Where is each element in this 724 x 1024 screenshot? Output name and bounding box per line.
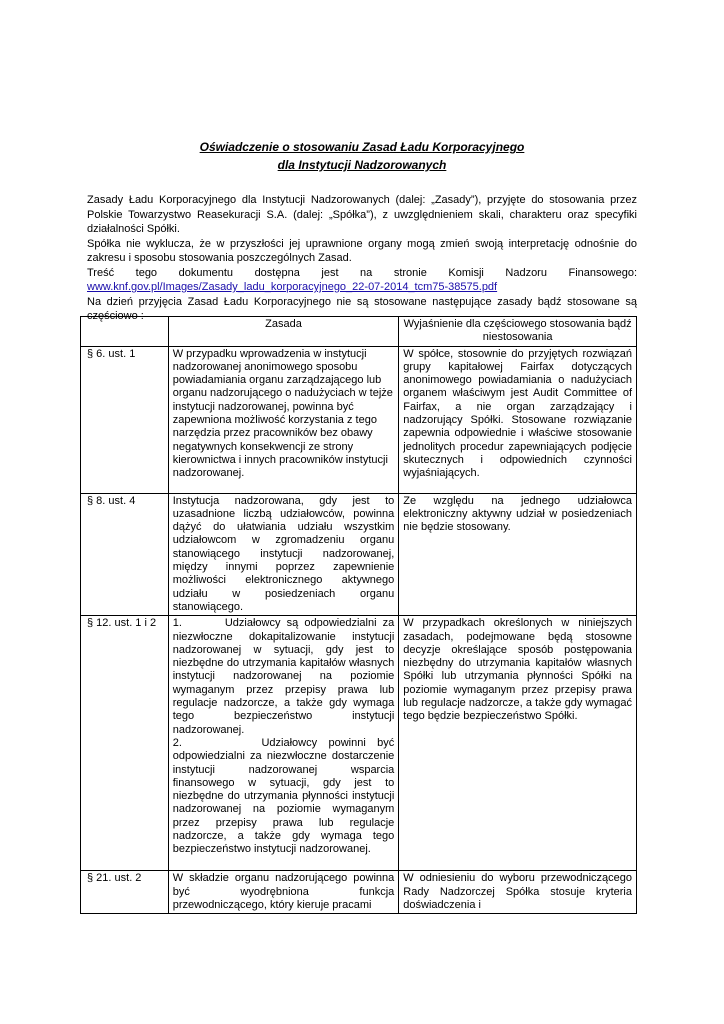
- intro-paragraph-3: Treść tego dokumentu dostępna jest na stronie Komisji Nadzoru Finansowego:: [87, 266, 637, 279]
- row-reference: § 8. ust. 4: [81, 493, 169, 616]
- row-reference: § 6. ust. 1: [81, 346, 169, 493]
- document-title-line-1: Oświadczenie o stosowaniu Zasad Ładu Korporacyjnego: [199, 140, 525, 154]
- header-cell-empty: [81, 317, 169, 347]
- header-cell-explanation: Wyjaśnienie dla częściowego stosowania bądź niestosowania: [399, 317, 637, 347]
- intro-section: [87, 193, 637, 324]
- document-title-line-2: dla Instytucji Nadzorowanych: [277, 158, 447, 172]
- row-explanation: W odniesieniu do wyboru przewodniczącego Rady Nadzorczej Spółka stosuje kryteria doświadczenia i: [399, 871, 637, 914]
- rule-point-2: 2. Udziałowcy powinni być odpowiedzialni za niezwłoczne dostarczenie instytucji nadzorowanej wsparcia finansowego w sytuacji, gdy jest to niezbędne do utrzymania płynności instytucji nadzorowanej na poziomie wymaganym przez przepisy prawa lub regulacje nadzorcze, a także gdy wymaga tego bezpieczeństwo instytucji nadzorowanej.: [172, 736, 395, 856]
- row-explanation: W przypadkach określonych w niniejszych zasadach, podejmowane będą stosowne decyzje określające sposób postępowania niezbędny do utrzymania kapitałów własnych Spółki lub utrzymania płynności Spółki na poziomie wymaganym przez przepisy prawa lub regulacje nadzorcze, a także gdy wymagać tego będzie bezpieczeństwo Spółki.: [399, 616, 637, 871]
- row-rule: W składzie organu nadzorującego powinna być wyodrębniona funkcja przewodniczącego, który kieruje pracami: [168, 871, 399, 914]
- row-reference: § 12. ust. 1 i 2: [81, 616, 169, 871]
- table-row: [81, 871, 637, 914]
- knf-document-link[interactable]: www.knf.gov.pl/Images/Zasady_ladu_korporacyjnego_22-07-2014_tcm75-38575.pdf: [87, 281, 498, 293]
- table-header-row: [81, 317, 637, 347]
- row-explanation: W spółce, stosownie do przyjętych rozwiązań grupy kapitałowej Fairfax dotyczących anonimowego powiadamiania o nadużyciach organem właściwym jest Audit Committee of Fairfax, a nie organ zarządzający i nadzorujący Spółki. Stosowane rozwiązanie zapewnia odpowiednie i właściwe stosowanie jednolitych procedur zapewniających podjęcie skutecznych i odpowiednich czynności wyjaśniających.: [399, 346, 637, 493]
- table-row: [81, 616, 637, 871]
- row-reference: § 21. ust. 2: [81, 871, 169, 914]
- table-row: [81, 346, 637, 493]
- row-rule: W przypadku wprowadzenia w instytucji nadzorowanej anonimowego sposobu powiadamiania organu zarządzającego lub organu nadzorującego o nadużyciach w tejże instytucji nadzorowanej, powinna być zapewniona możliwość korzystania z tego narzędzia przez pracowników bez obawy negatywnych konsekwencji ze strony kierownictwa i innych pracowników instytucji nadzorowanej.: [168, 346, 399, 493]
- rule-point-1: 1. Udziałowcy są odpowiedzialni za niezwłoczne dokapitalizowanie instytucji nadzorowanej w sytuacji, gdy jest to niezbędne do utrzymania kapitałów własnych instytucji nadzorowanej na poziomie wymaganym przez przepisy prawa lub regulacje nadzorcze, a także gdy wymaga tego bezpieczeństwo instytucji nadzorowanej.: [172, 617, 395, 736]
- row-rule: [168, 616, 399, 871]
- intro-paragraph-4: Na dzień przyjęcia Zasad Ładu Korporacyjnego nie są stosowane następujące zasady bądź stosowane są częściowo :: [87, 295, 637, 322]
- row-rule: Instytucja nadzorowana, gdy jest to uzasadnione liczbą udziałowców, powinna dążyć do ułatwiania udziału wszystkim udziałowcom w zgromadzeniu organu stanowiącego instytucji nadzorowanej, między innymi poprzez zapewnienie możliwości elektronicznego aktywnego udziału w posiedzeniach organu stanowiącego.: [168, 493, 399, 616]
- intro-paragraph-2: Spółka nie wyklucza, że w przyszłości jej uprawnione organy mogą zmień swoją interpretację odnośnie do zakresu i sposobu stosowania poszczególnych Zasad.: [87, 237, 637, 264]
- intro-paragraph-1: Zasady Ładu Korporacyjnego dla Instytucji Nadzorowanych (dalej: „Zasady”), przyjęte do stosowania przez Polskie Towarzystwo Reasekuracji S.A. (dalej: „Spółka”), z uwzględnieniem skali, charakteru oraz specyfiki działalności Spółki.: [87, 194, 637, 235]
- row-explanation: Ze względu na jednego udziałowca elektroniczny aktywny udział w posiedzeniach nie będzie stosowany.: [399, 493, 637, 616]
- header-cell-rule: Zasada: [168, 317, 399, 347]
- table-row: [81, 493, 637, 616]
- corporate-governance-table: [80, 316, 637, 914]
